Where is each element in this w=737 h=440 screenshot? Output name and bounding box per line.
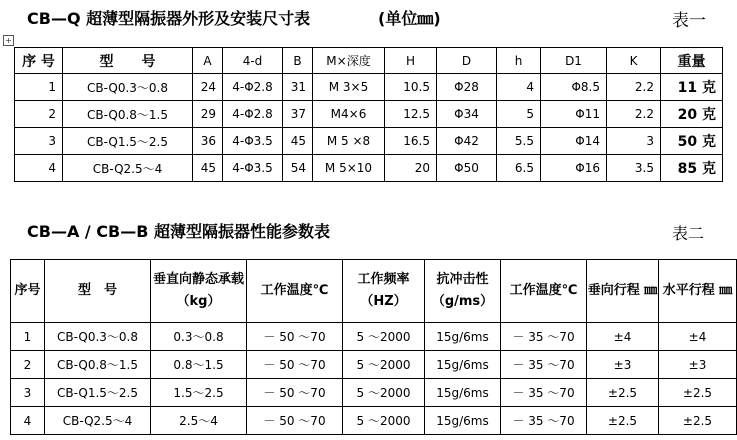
table-row [11, 323, 737, 351]
table-cell: 45 [193, 155, 223, 182]
table-cell: 36 [193, 128, 223, 155]
table-cell: － 35 ～70 [501, 407, 587, 435]
column-header: 工作温度℃ [247, 260, 343, 323]
table-cell: 10.5 [385, 74, 437, 101]
table-cell: 31 [283, 74, 313, 101]
table-row [15, 101, 723, 128]
column-header: D [437, 48, 497, 74]
table-row [15, 155, 723, 182]
column-header: 重量 [661, 48, 723, 74]
table-cell: 5 ～2000 [343, 407, 425, 435]
table-cell: － 35 ～70 [501, 379, 587, 407]
table-cell: － 50 ～70 [247, 407, 343, 435]
table-cell: ±2.5 [659, 407, 737, 435]
table-cell: 37 [283, 101, 313, 128]
table-cell: 50 克 [661, 128, 723, 155]
table-cell: 54 [283, 155, 313, 182]
table-cell: 3 [11, 379, 45, 407]
table-cell: 1 [11, 323, 45, 351]
table-cell: 16.5 [385, 128, 437, 155]
table-cell: CB-Q0.3～0.8 [45, 323, 151, 351]
column-header: M×深度 [313, 48, 385, 74]
table-cell: － 35 ～70 [501, 351, 587, 379]
column-header: K [607, 48, 661, 74]
column-header: 垂直向静态承载 （kg） [151, 260, 247, 323]
column-header: h [497, 48, 541, 74]
table-cell: 1.5～2.5 [151, 379, 247, 407]
column-header: 工作温度℃ [501, 260, 587, 323]
table-cell: Φ16 [541, 155, 607, 182]
column-header: 水平行程 ㎜ [659, 260, 737, 323]
table-cell: 3 [15, 128, 63, 155]
table-cell: 12.5 [385, 101, 437, 128]
table-cell: ±3 [587, 351, 659, 379]
table-cell: 20 [385, 155, 437, 182]
column-header: A [193, 48, 223, 74]
table-row [11, 379, 737, 407]
table-cell: 2 [15, 101, 63, 128]
table-move-handle-icon[interactable]: + [3, 35, 14, 46]
table2-tag: 表二 [672, 224, 705, 243]
table-cell: ±2.5 [587, 379, 659, 407]
table-cell: Φ42 [437, 128, 497, 155]
table-cell: 4-Φ3.5 [223, 128, 283, 155]
table-cell: 2.2 [607, 74, 661, 101]
table1-unit: (单位㎜) [378, 9, 441, 28]
table-cell: 15g/6ms [425, 407, 501, 435]
table-row [11, 351, 737, 379]
table-cell: CB-Q2.5～4 [45, 407, 151, 435]
table-cell: M 3×5 [313, 74, 385, 101]
table-row [15, 128, 723, 155]
table-cell: 4-Φ2.8 [223, 101, 283, 128]
table-cell: Φ28 [437, 74, 497, 101]
column-header: 序号 [11, 260, 45, 323]
table-cell: ±4 [659, 323, 737, 351]
table-cell: 11 克 [661, 74, 723, 101]
table-cell: 5.5 [497, 128, 541, 155]
table-cell: M 5 ×8 [313, 128, 385, 155]
table-cell: 6.5 [497, 155, 541, 182]
table-cell: 4 [11, 407, 45, 435]
table-cell: 4 [15, 155, 63, 182]
table-cell: CB-Q1.5～2.5 [45, 379, 151, 407]
column-header: 垂向行程 ㎜ [587, 260, 659, 323]
table-cell: － 50 ～70 [247, 379, 343, 407]
table-cell: 0.8～1.5 [151, 351, 247, 379]
column-header: H [385, 48, 437, 74]
table1-title: CB—Q 超薄型隔振器外形及安装尺寸表 [27, 9, 311, 28]
table-cell: 3 [607, 128, 661, 155]
table-cell: 45 [283, 128, 313, 155]
table-cell: 3.5 [607, 155, 661, 182]
table-cell: 4-Φ2.8 [223, 74, 283, 101]
table-cell: ±4 [587, 323, 659, 351]
table-cell: M4×6 [313, 101, 385, 128]
table-cell: － 35 ～70 [501, 323, 587, 351]
column-header: B [283, 48, 313, 74]
table-cell: CB-Q0.8～1.5 [63, 101, 193, 128]
table-cell: 15g/6ms [425, 379, 501, 407]
table-cell: Φ50 [437, 155, 497, 182]
table-cell: 85 克 [661, 155, 723, 182]
table-cell: M 5×10 [313, 155, 385, 182]
table-cell: 29 [193, 101, 223, 128]
table-cell: ±2.5 [659, 379, 737, 407]
table-header-row [15, 48, 723, 74]
table-cell: 0.3～0.8 [151, 323, 247, 351]
column-header: D1 [541, 48, 607, 74]
column-header: 工作频率 （HZ） [343, 260, 425, 323]
table-cell: CB-Q1.5～2.5 [63, 128, 193, 155]
table-cell: 24 [193, 74, 223, 101]
table-cell: 2.2 [607, 101, 661, 128]
dimension-table [14, 47, 723, 182]
table-cell: CB-Q0.3～0.8 [63, 74, 193, 101]
table-cell: Φ34 [437, 101, 497, 128]
table-cell: Φ14 [541, 128, 607, 155]
table-cell: Φ11 [541, 101, 607, 128]
table-row [15, 74, 723, 101]
table-cell: 1 [15, 74, 63, 101]
table-cell: － 50 ～70 [247, 323, 343, 351]
table-cell: 4-Φ3.5 [223, 155, 283, 182]
table-cell: － 50 ～70 [247, 351, 343, 379]
column-header: 4-d [223, 48, 283, 74]
table-cell: 15g/6ms [425, 351, 501, 379]
table-cell: 15g/6ms [425, 323, 501, 351]
table-header-row [11, 260, 737, 323]
performance-table [10, 259, 737, 435]
table-cell: CB-Q2.5～4 [63, 155, 193, 182]
table-row [11, 407, 737, 435]
table-cell: ±3 [659, 351, 737, 379]
table-cell: 5 ～2000 [343, 351, 425, 379]
table-cell: CB-Q0.8～1.5 [45, 351, 151, 379]
table-cell: 5 ～2000 [343, 379, 425, 407]
table-cell: 4 [497, 74, 541, 101]
table-cell: Φ8.5 [541, 74, 607, 101]
column-header: 抗冲击性 （g/ms） [425, 260, 501, 323]
table-cell: ±2.5 [587, 407, 659, 435]
table-cell: 2 [11, 351, 45, 379]
table-cell: 20 克 [661, 101, 723, 128]
column-header: 型 号 [45, 260, 151, 323]
table-cell: 2.5～4 [151, 407, 247, 435]
column-header: 型 号 [63, 48, 193, 74]
table-cell: 5 [497, 101, 541, 128]
table1-tag: 表一 [672, 11, 706, 31]
table-cell: 5 ～2000 [343, 323, 425, 351]
column-header: 序 号 [15, 48, 63, 74]
table2-title: CB—A / CB—B 超薄型隔振器性能参数表 [27, 222, 331, 241]
